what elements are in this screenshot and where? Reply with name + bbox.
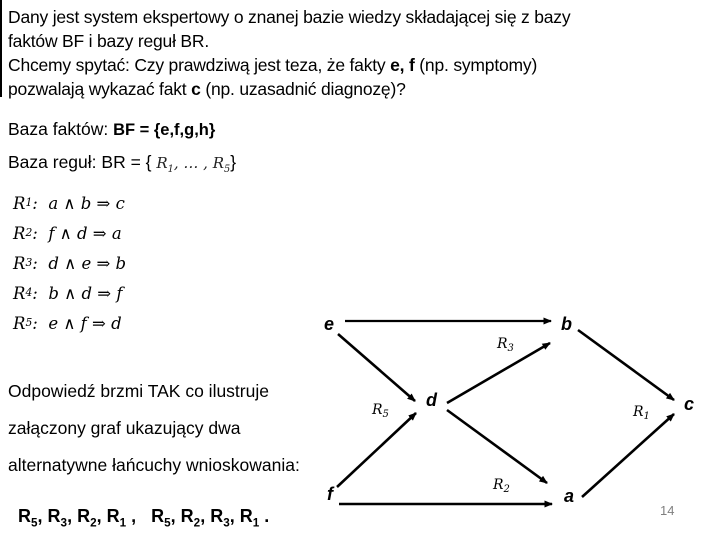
node-label-a: a: [564, 486, 575, 506]
rule-row-4: R 4 : b ∧ d ⇒ f: [13, 283, 123, 303]
rule-3-formula: : d ∧ e ⇒ b: [32, 253, 127, 273]
rule-4-formula: : b ∧ d ⇒ f: [32, 283, 123, 303]
facts-value: BF = {e,f,g,h}: [113, 121, 216, 139]
rules-base-r1: R: [156, 154, 168, 172]
intro-line-4-bold: c: [191, 79, 201, 99]
node-label-e: e: [324, 314, 335, 334]
rule-5-formula: : e ∧ f ⇒ d: [32, 313, 122, 333]
rules-base-r2: R: [212, 154, 225, 172]
page-number: 14: [660, 503, 675, 518]
chain-token-2: $R_3$,: [47, 506, 78, 530]
rule-4-base: R: [13, 283, 26, 303]
rule-row-5: R 5 : e ∧ f ⇒ d: [13, 313, 122, 333]
rules-base-label: Baza reguł:: [8, 152, 102, 172]
edge-label-r1: $R_1$: [633, 404, 650, 422]
intro-line-4: [8, 77, 570, 101]
rule-row-3: R 3 : d ∧ e ⇒ b: [13, 253, 127, 273]
edge-b-c: [578, 330, 674, 400]
rule-row-2: R 2 : f ∧ d ⇒ a: [13, 223, 122, 243]
intro-line-2: faktów BF i bazy reguł BR.: [8, 31, 209, 51]
rules-base-math: [156, 154, 231, 175]
answer-line-1: Odpowiedź brzmi TAK co ilustruje: [8, 381, 269, 401]
node-label-f: f: [327, 484, 333, 504]
rules-base-suffix: }: [230, 152, 237, 172]
answer-line-2: załączony graf ukazujący dwa: [8, 418, 241, 438]
edge-label-r5: $R_5$: [372, 402, 389, 420]
intro-line-1: Dany jest system ekspertowy o znanej bazie wiedzy składającej się z bazy: [8, 7, 571, 27]
rule-3-base: R: [13, 253, 26, 273]
rules-base-r1-sub: 1: [167, 164, 174, 175]
edge-a-c: [582, 414, 674, 497]
edge-label-r2: $R_2$: [493, 477, 510, 495]
rules-base-dots: , … ,: [173, 154, 213, 172]
chain-token-4: $R_1$ ,: [106, 506, 152, 530]
edge-f-d: [337, 413, 416, 487]
node-label-d: d: [426, 390, 437, 410]
facts-label: Baza faktów:: [8, 119, 114, 139]
left-edge-artifact: [0, 0, 2, 97]
intro-paragraph: [8, 5, 570, 101]
rule-1-base: R: [13, 193, 26, 213]
node-label-c: c: [684, 394, 695, 414]
intro-line-3-post: (np. symptomy): [414, 55, 538, 75]
rule-5-base: R: [13, 313, 26, 333]
intro-line-3: [8, 53, 570, 77]
edge-d-b: [447, 343, 550, 403]
rule-row-1: R 1 : a ∧ b ⇒ c: [13, 193, 125, 213]
intro-line-4-pre: pozwalają wykazać fakt: [8, 79, 192, 99]
rule-2-formula: : f ∧ d ⇒ a: [32, 223, 122, 243]
inference-graph: [300, 295, 720, 530]
rules-base-line: [8, 152, 236, 173]
rule-1-formula: : a ∧ b ⇒ c: [32, 193, 125, 213]
chain-line: [8, 485, 270, 530]
rules-base-prefix: BR = {: [101, 152, 157, 172]
facts-line: [8, 119, 215, 140]
rules-list: [13, 188, 126, 338]
rule-2-base: R: [13, 223, 26, 243]
answer-line-3: alternatywne łańcuchy wnioskowania:: [8, 455, 300, 475]
intro-line-3-pre: Chcemy spytać: Czy prawdziwą jest teza, że fakty: [8, 55, 391, 75]
node-label-b: b: [561, 314, 572, 334]
edge-d-a: [447, 410, 547, 483]
intro-line-4-post: (np. uzasadnić diagnozę)?: [200, 79, 406, 99]
edge-label-r3: $R_3$: [497, 336, 514, 354]
edge-e-d: [338, 334, 415, 401]
chain-token-1: $R_5$,: [18, 506, 48, 530]
chain-token-7: $R_3$,: [210, 506, 240, 530]
chain-token-8: $R_1$ .: [239, 506, 270, 530]
rules-base-r2-sub: 5: [224, 164, 231, 175]
chain-token-6: $R_2$,: [180, 506, 211, 530]
intro-line-3-bold: e, f: [390, 55, 415, 75]
chain-token-3: $R_2$,: [77, 506, 107, 530]
chain-token-5: $R_5$,: [151, 506, 181, 530]
